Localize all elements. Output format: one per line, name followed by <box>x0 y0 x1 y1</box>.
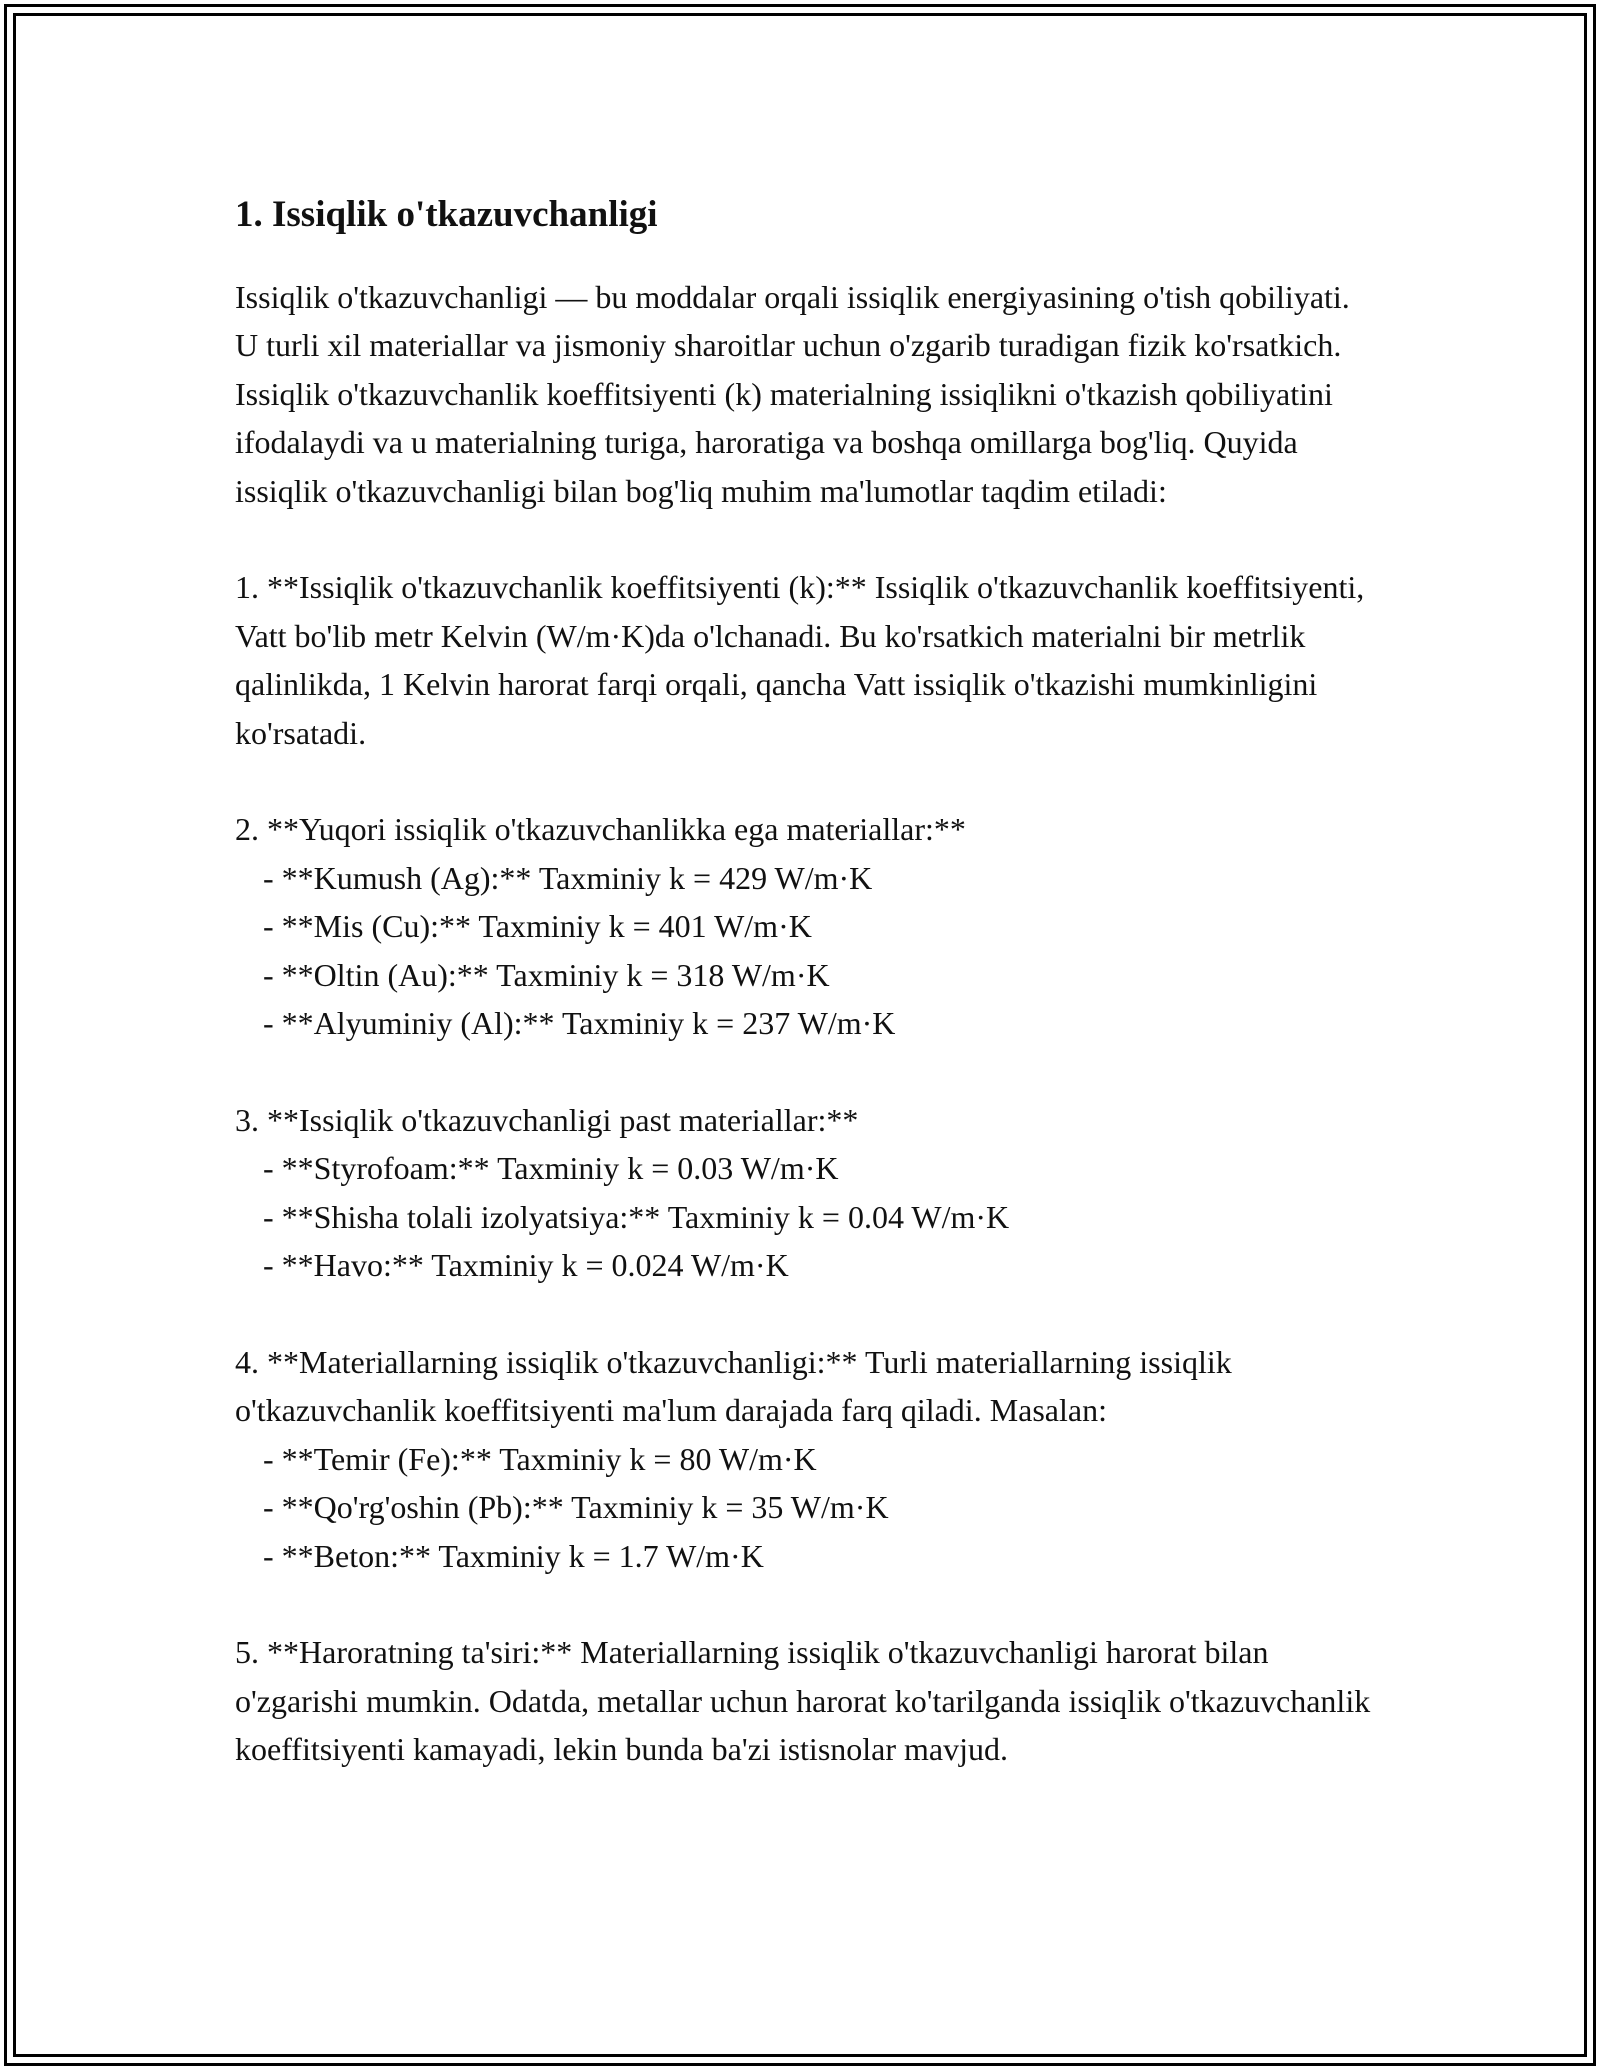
paragraph-gap <box>235 515 1375 563</box>
list-item: - **Mis (Cu):** Taxminiy k = 401 W/m·K <box>263 908 812 945</box>
section-3 <box>235 1096 1375 1290</box>
section-1-paragraph: 1. **Issiqlik o'tkazuvchanlik koeffitsiyenti (k):** Issiqlik o'tkazuvchanlik koeffitsiyenti, Vatt bo'lib metr Kelvin (W/m·K)da o'lchanadi. Bu ko'rsatkich materialni bir metrlik qalinlikda, 1 Kelvin harorat farqi orqali, qancha Vatt issiqlik o'tkazishi mumkinligini ko'rsatadi. <box>235 569 1365 751</box>
paragraph-gap <box>235 757 1375 805</box>
list-item: - **Oltin (Au):** Taxminiy k = 318 W/m·K <box>263 956 830 993</box>
list-item: - **Shisha tolali izolyatsiya:** Taxminiy k = 0.04 W/m·K <box>263 1198 1010 1235</box>
list-item: - **Qo'rg'oshin (Pb):** Taxminiy k = 35 W/m·K <box>263 1489 889 1526</box>
section-4 <box>235 1338 1375 1580</box>
paragraph-gap <box>235 1289 1375 1337</box>
section-5-paragraph: 5. **Haroratning ta'siri:** Materiallarning issiqlik o'tkazuvchanligi harorat bilan o'zgarishi mumkin. Odatda, metallar uchun harorat ko'tarilganda issiqlik o'tkazuvchanlik koeffitsiyenti kamayadi, lekin bunda ba'zi istisnolar mavjud. <box>235 1634 1371 1768</box>
list-item: - **Styrofoam:** Taxminiy k = 0.03 W/m·K <box>263 1150 839 1187</box>
section-2 <box>235 805 1375 1047</box>
list-item: - **Temir (Fe):** Taxminiy k = 80 W/m·K <box>263 1440 817 1477</box>
paragraph-gap <box>235 1047 1375 1095</box>
paragraph-gap <box>235 1580 1375 1628</box>
section-4-heading: 4. **Materiallarning issiqlik o'tkazuvchanligi:** Turli materiallarning issiqlik o'tkazuvchanlik koeffitsiyenti ma'lum darajada farq qiladi. Masalan: <box>235 1343 1232 1429</box>
section-2-heading: 2. **Yuqori issiqlik o'tkazuvchanlikka ega materiallar:** <box>235 811 966 848</box>
list-item: - **Alyuminiy (Al):** Taxminiy k = 237 W/m·K <box>263 1005 896 1042</box>
document-title: 1. Issiqlik o'tkazuvchanligi <box>235 194 658 235</box>
list-item: - **Kumush (Ag):** Taxminiy k = 429 W/m·K <box>263 859 873 896</box>
section-3-heading: 3. **Issiqlik o'tkazuvchanligi past materiallar:** <box>235 1101 859 1138</box>
document-body <box>235 183 1375 1774</box>
list-item: - **Havo:** Taxminiy k = 0.024 W/m·K <box>263 1247 789 1284</box>
list-item: - **Beton:** Taxminiy k = 1.7 W/m·K <box>263 1537 764 1574</box>
intro-paragraph: Issiqlik o'tkazuvchanligi — bu moddalar orqali issiqlik energiyasining o'tish qobiliyati. U turli xil materiallar va jismoniy sharoitlar uchun o'zgarib turadigan fizik ko'rsatkich. Issiqlik o'tkazuvchanlik koeffitsiyenti (k) materialning issiqlikni o'tkazish qobiliyatini ifodalaydi va u materialning turiga, haroratiga va boshqa omillarga bog'liq. Quyida issiqlik o'tkazuvchanligi bilan bog'liq muhim ma'lumotlar taqdim etiladi: <box>235 279 1350 509</box>
